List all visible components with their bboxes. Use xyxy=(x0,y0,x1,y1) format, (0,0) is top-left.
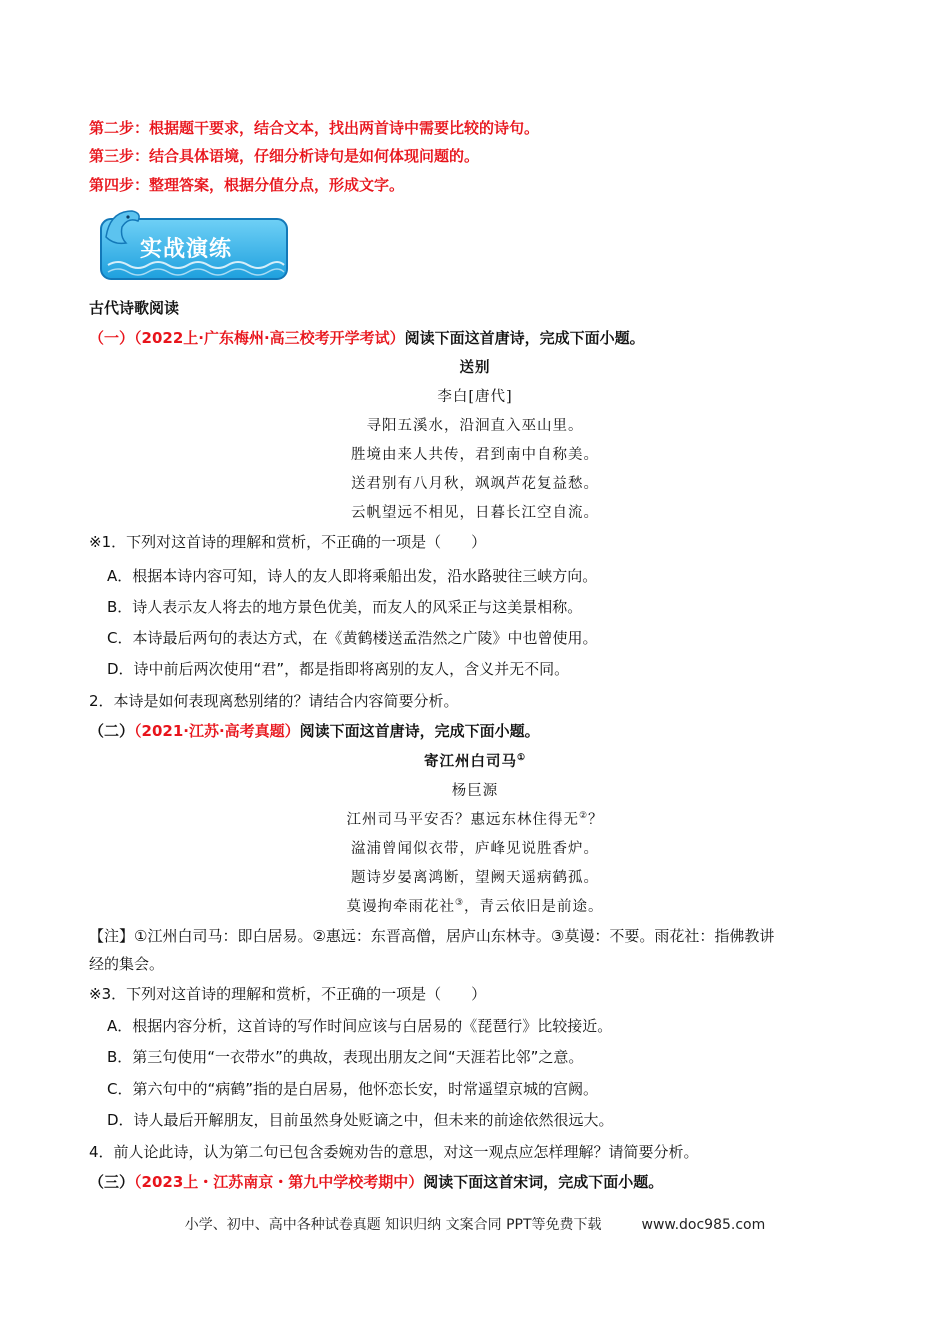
question-4: 4．前人论此诗，认为第二句已包含委婉劝告的意思，对这一观点应怎样理解？请简要分析。 xyxy=(89,1143,699,1161)
footer-text: 小学、初中、高中各种试卷真题 知识归纳 文案合同 PPT等免费下载 xyxy=(184,1217,602,1233)
part2-line-4-end: ，青云依旧是前途。 xyxy=(464,899,604,915)
part1-line-4: 云帆望远不相见，日暮长江空自流。 xyxy=(351,505,599,521)
question-3: ※3．下列对这首诗的理解和赏析，不正确的一项是（ ） xyxy=(89,985,487,1003)
part1-poem-title: 送别 xyxy=(459,359,491,376)
q3-option-d: D．诗人最后开解朋友，目前虽然身处贬谪之中，但未来的前途依然很远大。 xyxy=(107,1111,614,1129)
part1-source: （2022上·广东梅州·高三校考开学考试） xyxy=(134,329,405,347)
q3-option-b: B．第三句使用“一衣带水”的典故，表现出朋友之间“天涯若比邻”之意。 xyxy=(107,1048,584,1066)
part2-instruction: 阅读下面这首唐诗，完成下面小题。 xyxy=(299,722,540,740)
part1-line-2: 胜境由来人共传，君到南中自称美。 xyxy=(351,447,599,463)
part3-source: （2023上・江苏南京・第九中学校考期中） xyxy=(134,1173,424,1191)
part2-line-1 xyxy=(0,808,950,829)
part2-source: （2021·江苏·高考真题） xyxy=(134,722,300,740)
part1-line-3: 送君别有八月秋，飒飒芦花复益愁。 xyxy=(351,476,599,492)
part3-instruction: 阅读下面这首宋词，完成下面小题。 xyxy=(423,1173,664,1191)
question-1: ※1．下列对这首诗的理解和赏析，不正确的一项是（ ） xyxy=(89,533,487,551)
q1-option-a: A．根据本诗内容可知，诗人的友人即将乘船出发，沿水路驶往三峡方向。 xyxy=(107,567,598,585)
part2-poem-title-row xyxy=(0,750,950,771)
part2-num: （二） xyxy=(89,722,135,740)
step-3: 第三步：结合具体语境，仔细分析诗句是如何体现问题的。 xyxy=(89,147,480,165)
part2-line-1-end: ？ xyxy=(588,812,604,828)
part2-note-line-1: 【注】①江州白司马：即白居易。②惠远：东晋高僧，居庐山东林寺。③莫谩：不要。雨花社：指佛教讲 xyxy=(89,927,775,945)
page-footer xyxy=(0,1214,950,1234)
part2-line-4-text: 莫谩拘牵雨花社 xyxy=(346,899,455,915)
q3-option-c: C．第六句中的“病鹤”指的是白居易，他怀恋长安，时常遥望京城的宫阙。 xyxy=(107,1080,599,1098)
banner-label: 实战演练 xyxy=(140,237,233,262)
part3-header xyxy=(89,1171,663,1192)
footer-url[interactable]: www.doc985.com xyxy=(641,1217,766,1233)
part1-line-1: 寻阳五溪水，沿洄直入巫山里。 xyxy=(366,418,584,434)
part3-num: （三） xyxy=(89,1173,135,1191)
q3-option-a: A．根据内容分析，这首诗的写作时间应该与白居易的《琵琶行》比较接近。 xyxy=(107,1017,613,1035)
part2-line-1-note: ② xyxy=(578,811,589,822)
question-2: 2．本诗是如何表现离愁别绪的？请结合内容简要分析。 xyxy=(89,692,459,710)
part2-line-1-text: 江州司马平安否？惠远东林住得无 xyxy=(346,812,579,828)
part2-poem-title: 寄江州白司马 xyxy=(423,753,517,770)
part2-line-4 xyxy=(0,895,950,916)
part2-title-note: ① xyxy=(516,753,527,764)
part2-line-2: 湓浦曾闻似衣带，庐峰见说胜香炉。 xyxy=(351,841,599,857)
part1-header xyxy=(89,327,645,348)
section-heading: 古代诗歌阅读 xyxy=(89,299,180,317)
part2-author: 杨巨源 xyxy=(451,783,499,799)
part2-line-3: 题诗岁晏离鸿断，望阙天遥病鹤孤。 xyxy=(351,870,599,886)
step-2: 第二步：根据题干要求，结合文本，找出两首诗中需要比较的诗句。 xyxy=(89,119,540,137)
part1-num: （一） xyxy=(89,329,135,347)
part1-author: 李白[唐代] xyxy=(437,389,513,405)
part2-line-4-note: ③ xyxy=(454,898,465,909)
step-4: 第四步：整理答案，根据分值分点，形成文字。 xyxy=(89,176,405,194)
q1-option-b: B．诗人表示友人将去的地方景色优美，而友人的风采正与这美景相称。 xyxy=(107,598,583,616)
part1-instruction: 阅读下面这首唐诗，完成下面小题。 xyxy=(404,329,645,347)
part2-header xyxy=(89,720,540,741)
q1-option-c: C．本诗最后两句的表达方式，在《黄鹤楼送孟浩然之广陵》中也曾使用。 xyxy=(107,629,598,647)
q1-option-d: D．诗中前后两次使用“君”，都是指即将离别的友人，含义并无不同。 xyxy=(107,660,570,678)
part2-note-line-2: 经的集会。 xyxy=(89,955,165,973)
